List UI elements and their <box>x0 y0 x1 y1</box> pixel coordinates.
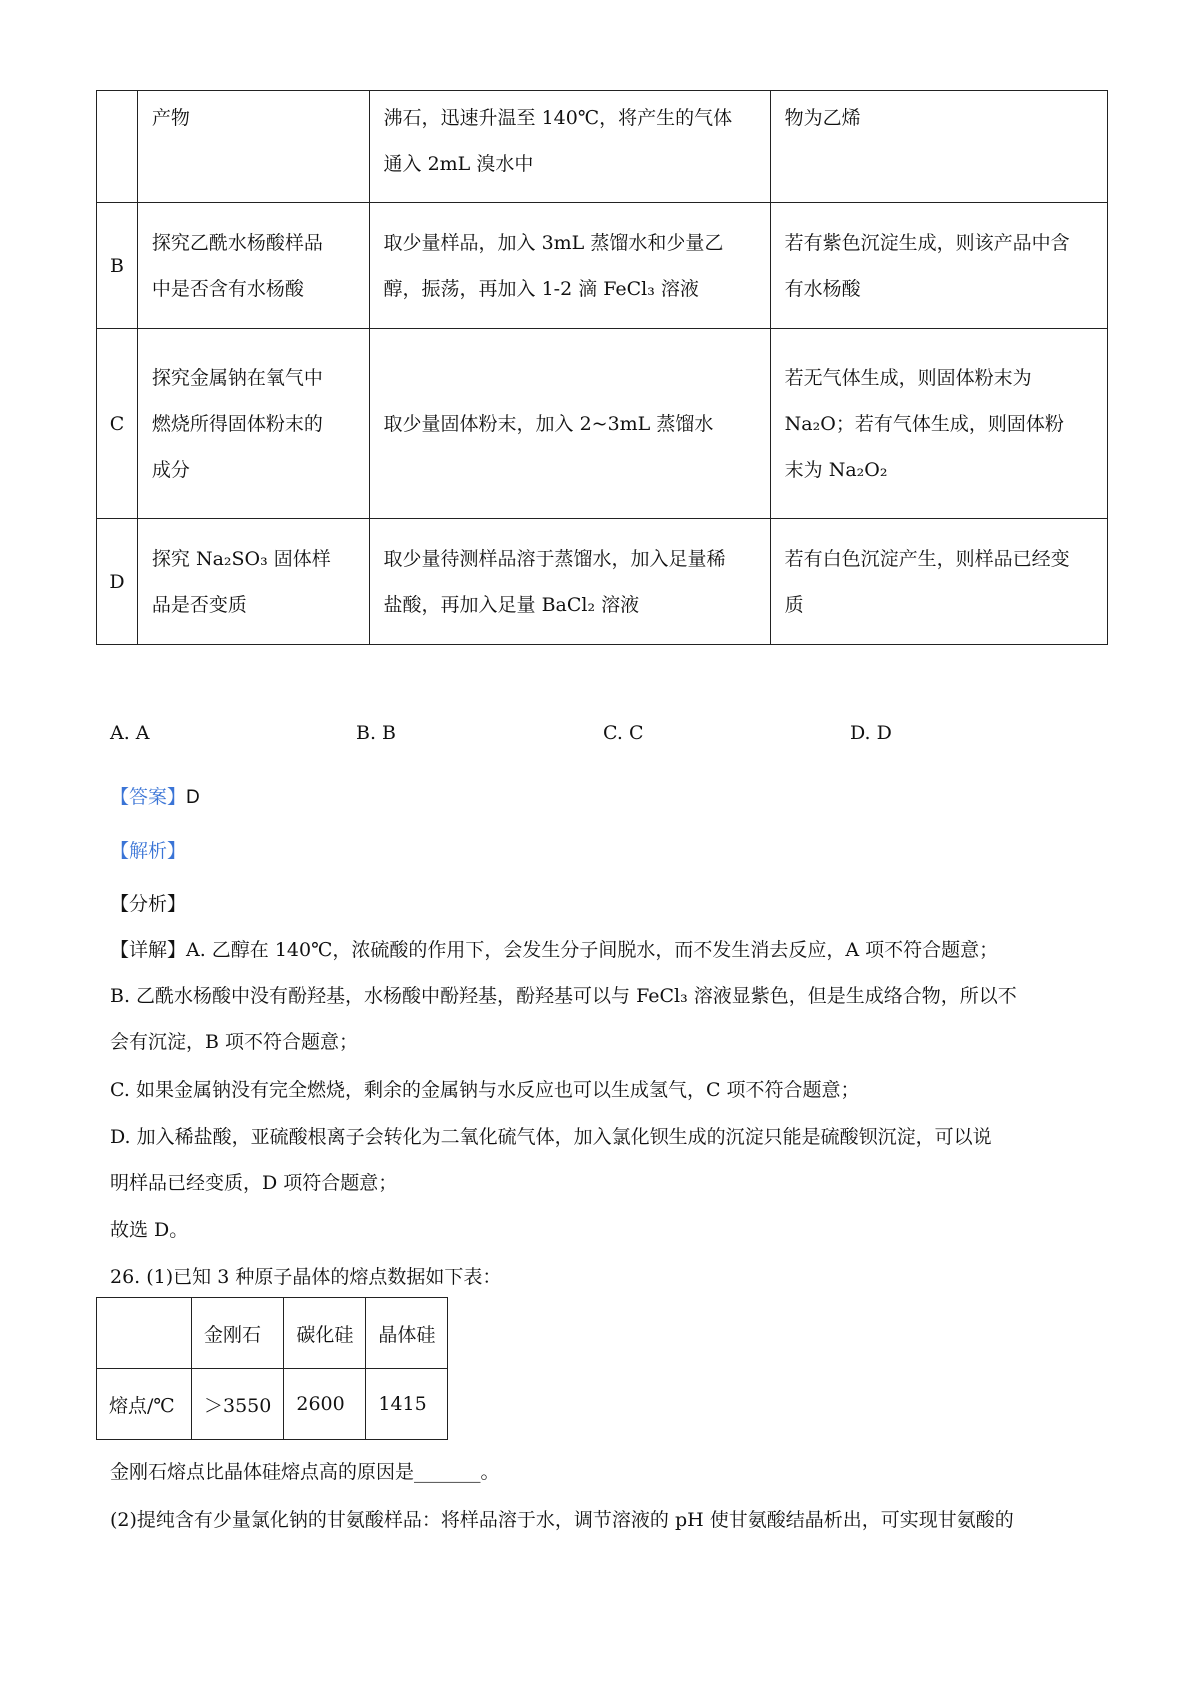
cell-line: 取少量固体粉末，加入 2~3mL 蒸馏水 <box>383 412 714 435</box>
table-cell-conclusion <box>770 329 1107 519</box>
cell-line: 若有白色沉淀产生，则样品已经变 <box>784 547 1070 570</box>
question-26-part2: (2)提纯含有少量氯化钠的甘氨酸样品：将样品溶于水，调节溶液的 pH 使甘氨酸结晶析出，可实现甘氨酸的 <box>110 1509 1014 1531</box>
table-header-cell: 晶体硅 <box>366 1298 448 1369</box>
table-row <box>97 203 1108 329</box>
cell-line: 若无气体生成，则固体粉末为 <box>784 366 1032 389</box>
table-cell-purpose <box>137 203 369 329</box>
cell-line: 有水杨酸 <box>784 277 861 300</box>
experiment-table <box>96 90 1108 645</box>
cell-line: 探究金属钠在氧气中 <box>151 366 323 389</box>
cell-line: 通入 2mL 溴水中 <box>383 153 534 175</box>
table-cell-purpose <box>137 91 369 203</box>
cell-line: Na₂O；若有气体生成，则固体粉 <box>784 412 1064 435</box>
table-cell-conclusion <box>770 203 1107 329</box>
cell-line: 物为乙烯 <box>784 107 861 129</box>
detail-line: 【详解】A. 乙醇在 140℃，浓硫酸的作用下，会发生分子间脱水，而不发生消去反应，A 项不符合题意； <box>110 939 999 961</box>
table-cell: 1415 <box>366 1369 448 1440</box>
cell-line: 末为 Na₂O₂ <box>784 458 888 481</box>
cell-line: 产物 <box>151 107 190 129</box>
table-cell-operation <box>369 203 770 329</box>
table-row <box>97 329 1108 519</box>
row-label: D <box>97 519 138 645</box>
table-cell-operation <box>369 329 770 519</box>
cell-line: 醇，振荡，再加入 1-2 滴 FeCl₃ 溶液 <box>383 277 699 300</box>
cell-line: 探究乙酰水杨酸样品 <box>151 231 323 254</box>
answer-value: D <box>186 787 200 808</box>
answer-line <box>110 782 200 809</box>
cell-line: 沸石，迅速升温至 140℃，将产生的气体 <box>383 107 733 129</box>
cell-line: 中是否含有水杨酸 <box>151 277 304 300</box>
detail-line: C. 如果金属钠没有完全燃烧，剩余的金属钠与水反应也可以生成氢气，C 项不符合题意； <box>110 1079 860 1101</box>
cell-line: 燃烧所得固体粉末的 <box>151 412 323 435</box>
answer-label: 【答案】 <box>110 786 187 808</box>
detail-line: B. 乙酰水杨酸中没有酚羟基，水杨酸中酚羟基，酚羟基可以与 FeCl₃ 溶液显紫色，但是生成络合物，所以不 <box>110 985 1017 1007</box>
table-row <box>97 519 1108 645</box>
table-cell-purpose <box>137 519 369 645</box>
option-a: A. A <box>110 722 150 744</box>
option-d: D. D <box>850 722 892 744</box>
table-cell: ＞3550 <box>192 1369 284 1440</box>
detail-line: 会有沉淀，B 项不符合题意； <box>110 1031 359 1053</box>
question-26-part1: 金刚石熔点比晶体硅熔点高的原因是_______。 <box>110 1461 500 1483</box>
question-26-intro: 26. (1)已知 3 种原子晶体的熔点数据如下表： <box>110 1266 502 1288</box>
table-header-row <box>97 1298 448 1369</box>
table-cell-conclusion <box>770 91 1107 203</box>
row-label: C <box>97 329 138 519</box>
row-label: B <box>97 203 138 329</box>
table-cell-operation <box>369 519 770 645</box>
cell-line: 探究 Na₂SO₃ 固体样 <box>151 547 331 570</box>
table-row <box>97 1369 448 1440</box>
table-cell: 2600 <box>284 1369 366 1440</box>
table-cell-purpose <box>137 329 369 519</box>
cell-line: 若有紫色沉淀生成，则该产品中含 <box>784 231 1070 254</box>
detail-line: D. 加入稀盐酸，亚硫酸根离子会转化为二氧化硫气体，加入氯化钡生成的沉淀只能是硫酸钡沉淀，可以说 <box>110 1126 992 1148</box>
table-cell-operation <box>369 91 770 203</box>
cell-line: 成分 <box>151 458 190 481</box>
fenxi-label: 【分析】 <box>110 893 187 915</box>
table-header-cell <box>97 1298 192 1369</box>
option-c: C. C <box>603 722 644 744</box>
cell-line: 品是否变质 <box>151 593 247 616</box>
cell-line: 盐酸，再加入足量 BaCl₂ 溶液 <box>383 593 640 616</box>
table-header-cell: 碳化硅 <box>284 1298 366 1369</box>
analysis-label: 【解析】 <box>110 840 187 862</box>
detail-line: 故选 D。 <box>110 1219 189 1241</box>
table-row <box>97 91 1108 203</box>
detail-line: 明样品已经变质，D 项符合题意； <box>110 1172 398 1194</box>
melting-point-table <box>96 1297 448 1440</box>
table-cell-conclusion <box>770 519 1107 645</box>
cell-line: 取少量样品，加入 3mL 蒸馏水和少量乙 <box>383 231 724 254</box>
option-b: B. B <box>356 722 397 744</box>
row-label <box>97 91 138 203</box>
cell-line: 取少量待测样品溶于蒸馏水，加入足量稀 <box>383 547 726 570</box>
table-cell: 熔点/℃ <box>97 1369 192 1440</box>
cell-line: 质 <box>784 593 804 616</box>
table-header-cell: 金刚石 <box>192 1298 284 1369</box>
